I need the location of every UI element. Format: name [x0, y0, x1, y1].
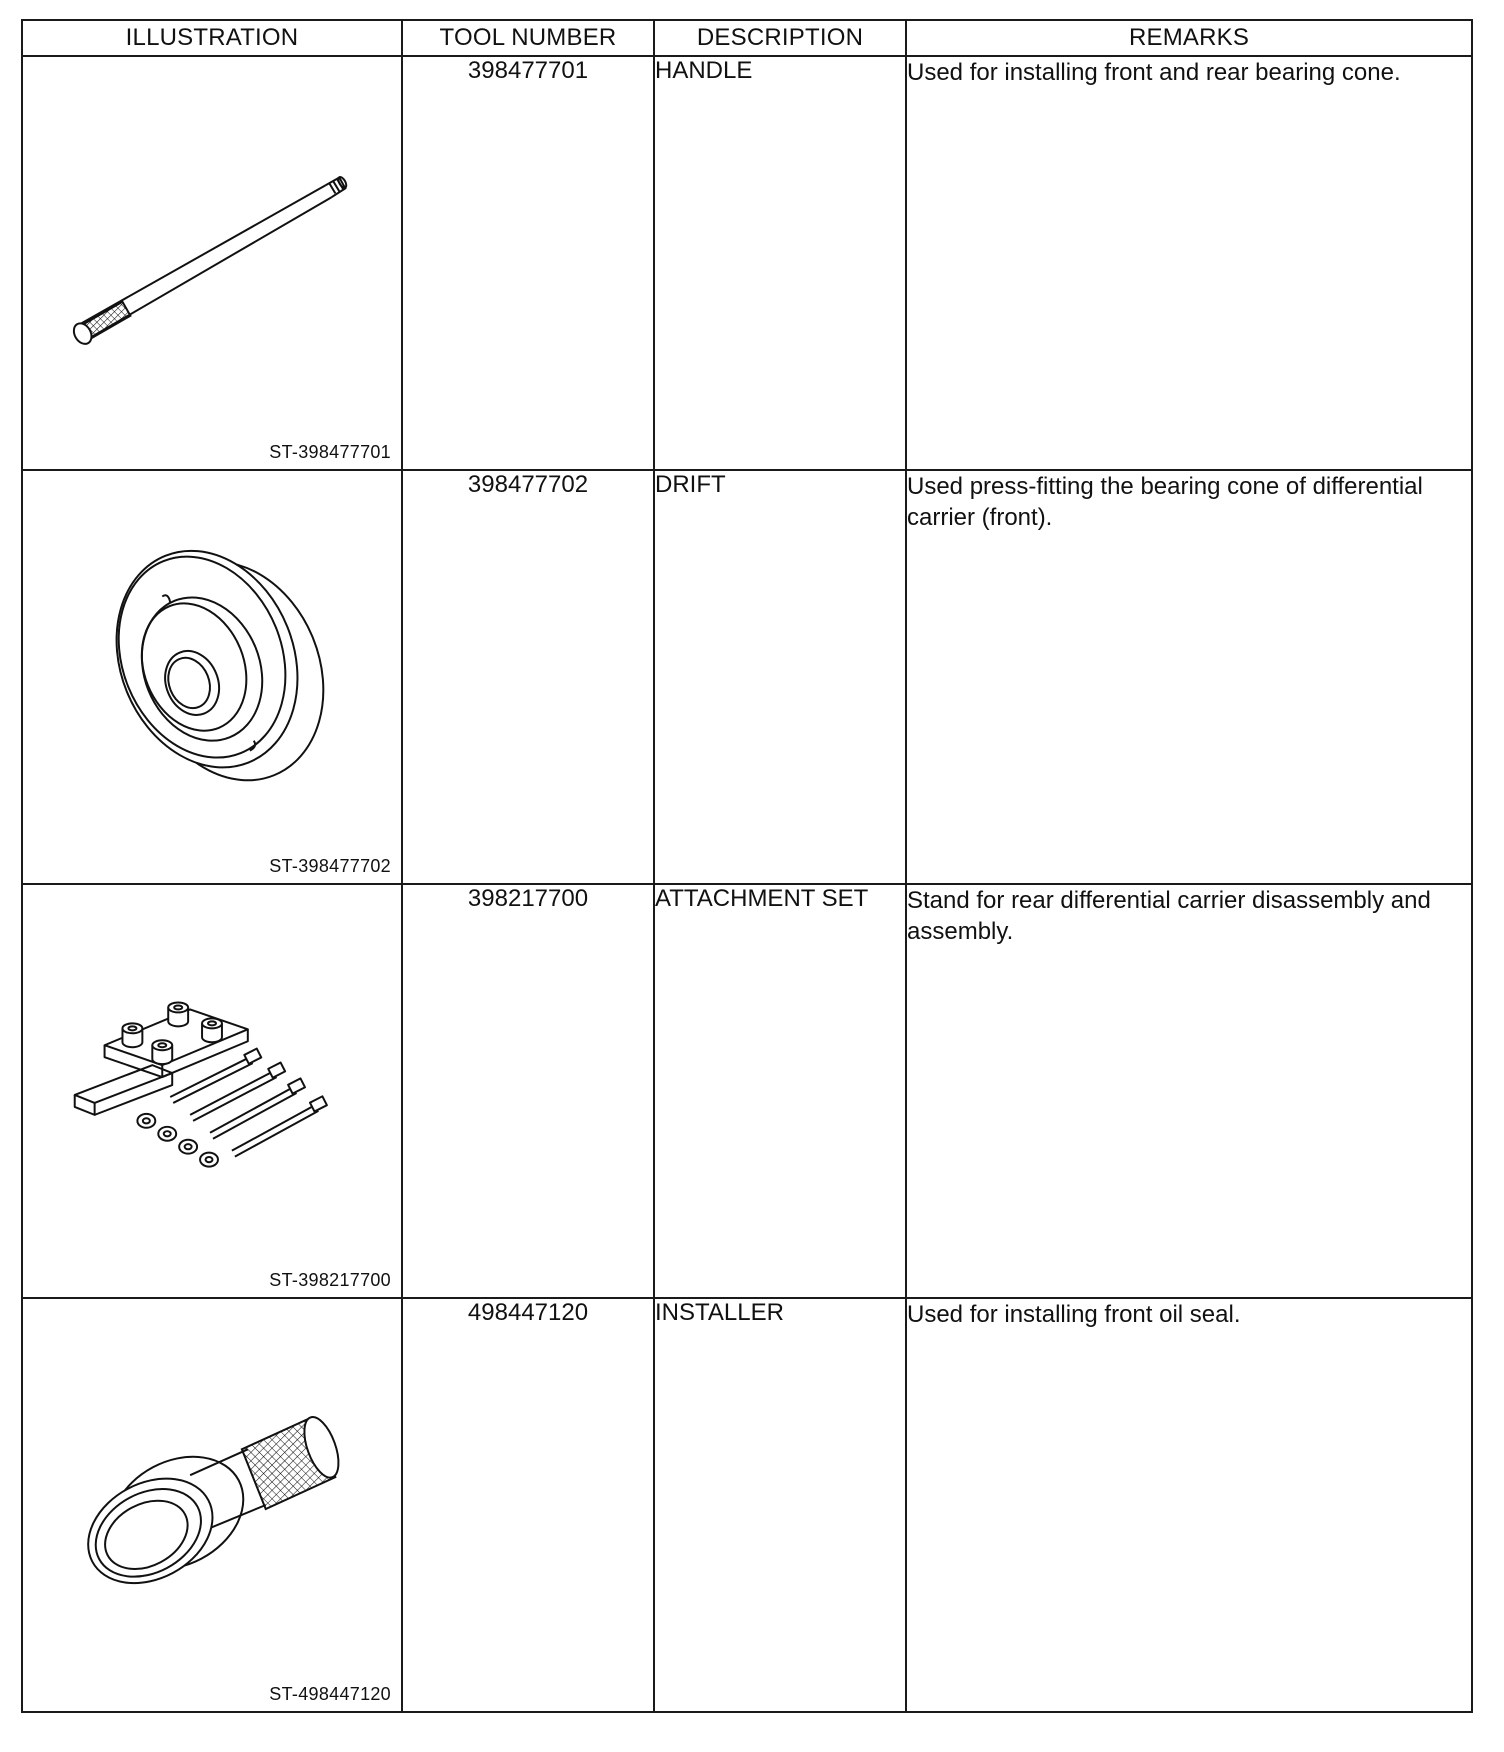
special-tools-table: [21, 19, 1473, 1713]
drift-tool-icon: [23, 471, 401, 883]
table-row: [22, 56, 1472, 470]
tool-number: 398477702: [402, 470, 654, 884]
tool-remarks: Used for installing front and rear bearing cone.: [906, 56, 1472, 470]
illustration-cell: [22, 56, 402, 470]
illustration-code: ST-398477702: [269, 856, 391, 876]
header-description: DESCRIPTION: [654, 20, 906, 56]
illustration-cell: [22, 1298, 402, 1712]
tool-number: 398477701: [402, 56, 654, 470]
installer-tool-icon: [23, 1299, 401, 1711]
handle-tool-icon: [23, 57, 401, 469]
tool-remarks: Stand for rear differential carrier disassembly and assembly.: [906, 884, 1472, 1298]
table-row: [22, 1298, 1472, 1712]
tool-remarks: Used press-fitting the bearing cone of differential carrier (front).: [906, 470, 1472, 884]
illustration-code: ST-398477701: [269, 442, 391, 462]
tool-remarks: Used for installing front oil seal.: [906, 1298, 1472, 1712]
header-remarks: REMARKS: [906, 20, 1472, 56]
illustration-cell: [22, 470, 402, 884]
tool-number: 398217700: [402, 884, 654, 1298]
table-row: [22, 884, 1472, 1298]
tool-description: INSTALLER: [654, 1298, 906, 1712]
table-header-row: [22, 20, 1472, 56]
tool-number: 498447120: [402, 1298, 654, 1712]
table-row: [22, 470, 1472, 884]
tool-description: HANDLE: [654, 56, 906, 470]
header-tool-number: TOOL NUMBER: [402, 20, 654, 56]
illustration-code: ST-498447120: [269, 1684, 391, 1704]
illustration-cell: [22, 884, 402, 1298]
header-illustration: ILLUSTRATION: [22, 20, 402, 56]
illustration-code: ST-398217700: [269, 1270, 391, 1290]
attachment-set-icon: [23, 885, 401, 1297]
tool-description: DRIFT: [654, 470, 906, 884]
tool-description: ATTACHMENT SET: [654, 884, 906, 1298]
